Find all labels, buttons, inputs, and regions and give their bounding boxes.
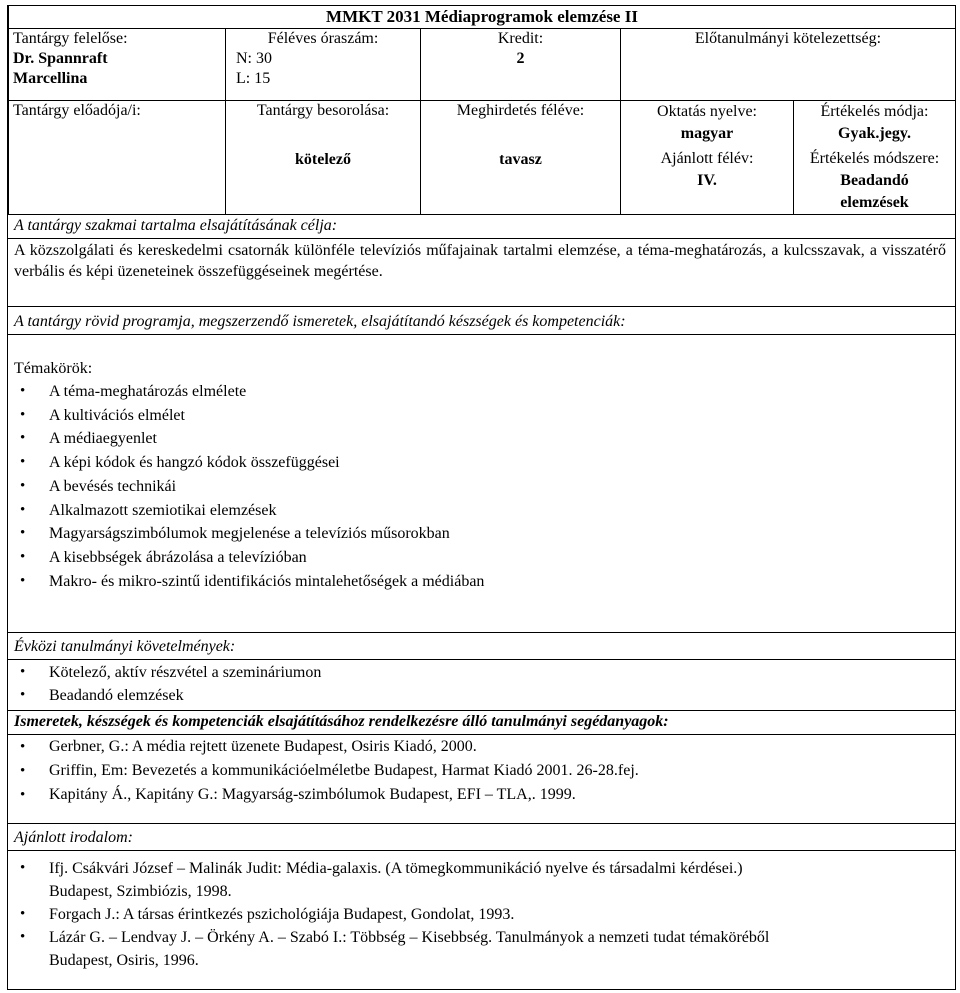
ajanlott-irodalom-list (8, 857, 769, 972)
felelos-name-2: Marcellina (13, 70, 88, 87)
felelos-label: Tantárgy felelőse: (13, 30, 128, 47)
ertekeles-modszere-value-1: Beadandó (840, 172, 909, 189)
felelos-cell (9, 29, 226, 101)
list-item: • Alkalmazott szemiotikai elemzések (8, 499, 484, 523)
cel-text: A közszolgálati és kereskedelmi csatornák különféle televíziós műfajainak tartalmi elemzése, a téma-meghatározás, a kulcsszavak, a visszatérő verbális és képi üzeneteinek összefüggéseinek megértése. (14, 242, 946, 280)
reference-line: Budapest, Osiris, 1996. (49, 952, 199, 969)
meghirdetes-cell (421, 101, 621, 215)
kredit-cell (421, 29, 621, 101)
besorolas-label: Tantárgy besorolása: (256, 102, 390, 119)
meghirdetes-value: tavasz (499, 151, 542, 168)
nyelv-felev-cell (621, 101, 794, 215)
list-item: • Magyarságszimbólumok megjelenése a televíziós műsorokban (8, 522, 484, 546)
temakorok-list (8, 380, 484, 593)
oraszam-n: N: 30 (236, 50, 272, 67)
list-item: • Beadandó elemzések (8, 684, 321, 707)
divider (8, 334, 955, 335)
list-item: • Kötelező, aktív részvétel a szemináriumon (8, 661, 321, 684)
ertekeles-modszere-label: Értékelés módszere: (809, 150, 940, 167)
list-item: • A téma-meghatározás elmélete (8, 380, 484, 404)
header-table (8, 5, 956, 215)
divider (8, 823, 955, 824)
evkozi-list (8, 661, 321, 707)
oraszam-label: Féléves óraszám: (267, 30, 379, 47)
ajanlott-irodalom-heading: Ajánlott irodalom: (14, 829, 133, 846)
course-sheet (7, 5, 956, 990)
kredit-label: Kredit: (497, 30, 544, 47)
ertekeles-modja-label: Értékelés módja: (820, 103, 929, 120)
divider (8, 850, 955, 851)
felelos-name-1: Dr. Spannraft (13, 50, 108, 67)
nyelv-label: Oktatás nyelve: (657, 103, 757, 120)
divider (8, 710, 955, 711)
ajanlott-label: Ajánlott félév: (660, 150, 754, 167)
reference-line: Budapest, Szimbiózis, 1998. (49, 883, 232, 900)
segedanyag-list (8, 735, 639, 807)
list-item (8, 903, 769, 926)
list-item: • A képi kódok és hangzó kódok összefüggései (8, 451, 484, 475)
evkozi-heading: Évközi tanulmányi követelmények: (14, 638, 236, 655)
kredit-value: 2 (516, 50, 525, 67)
ertekeles-modszere-value-2: elemzések (840, 194, 909, 211)
list-item (8, 857, 769, 903)
list-item: • A kisebbségek ábrázolása a televízióban (8, 546, 484, 570)
ertekeles-modja-value: Gyak.jegy. (838, 125, 911, 142)
segedanyag-heading: Ismeretek, készségek és kompetenciák elsajátításához rendelkezésre álló tanulmányi segédanyagok: (14, 713, 669, 730)
nyelv-value: magyar (680, 125, 734, 142)
list-item: • A kultivációs elmélet (8, 404, 484, 428)
eloadoja-cell (9, 101, 226, 215)
oraszam-l: L: 15 (236, 70, 271, 87)
divider (8, 632, 955, 633)
list-item (8, 926, 769, 972)
meghirdetes-label: Meghirdetés féléve: (456, 102, 585, 119)
list-item: • Makro- és mikro-szintű identifikációs mintalehetőségek a médiában (8, 570, 484, 594)
besorolas-cell (226, 101, 421, 215)
list-item: • Gerbner, G.: A média rejtett üzenete Budapest, Osiris Kiadó, 2000. (8, 735, 639, 759)
list-item: • A médiaegyenlet (8, 427, 484, 451)
program-heading: A tantárgy rövid programja, megszerzendő ismeretek, elsajátítandó készségek és kompetenciák: (14, 313, 626, 330)
divider (8, 659, 955, 660)
list-item: • Griffin, Em: Bevezetés a kommunikációelméletbe Budapest, Harmat Kiadó 2001. 26-28.fej. (8, 759, 639, 783)
temakorok-label: Témakörök: (14, 360, 93, 377)
list-item: • A bevésés technikái (8, 475, 484, 499)
divider (8, 238, 955, 239)
reference-line: • Lázár G. – Lendvay J. – Örkény A. – Szabó I.: Többség – Kisebbség. Tanulmányok a nemzeti tudat témaköréből (49, 929, 770, 946)
divider (8, 306, 955, 307)
reference-line: • Ifj. Csákvári József – Malinák Judit: Média-galaxis. (A tömegkommunikáció nyelve és társadalmi kérdései.) (49, 860, 743, 877)
cel-heading: A tantárgy szakmai tartalma elsajátításának célja: (14, 217, 338, 234)
elotanulmanyi-cell (621, 29, 956, 101)
elotanulmanyi-label: Előtanulmányi kötelezettség: (694, 30, 882, 47)
course-title: MMKT 2031 Médiaprogramok elemzése II (9, 6, 956, 29)
besorolas-value: kötelező (295, 151, 351, 168)
list-item: • Kapitány Á., Kapitány G.: Magyarság-szimbólumok Budapest, EFI – TLA,. 1999. (8, 783, 639, 807)
eloadoja-label: Tantárgy előadója/i: (13, 102, 141, 119)
ajanlott-value: IV. (697, 172, 717, 189)
oraszam-cell (226, 29, 421, 101)
ertekeles-cell (794, 101, 956, 215)
reference-line: • Forgach J.: A társas érintkezés pszichológiája Budapest, Gondolat, 1993. (49, 906, 515, 923)
